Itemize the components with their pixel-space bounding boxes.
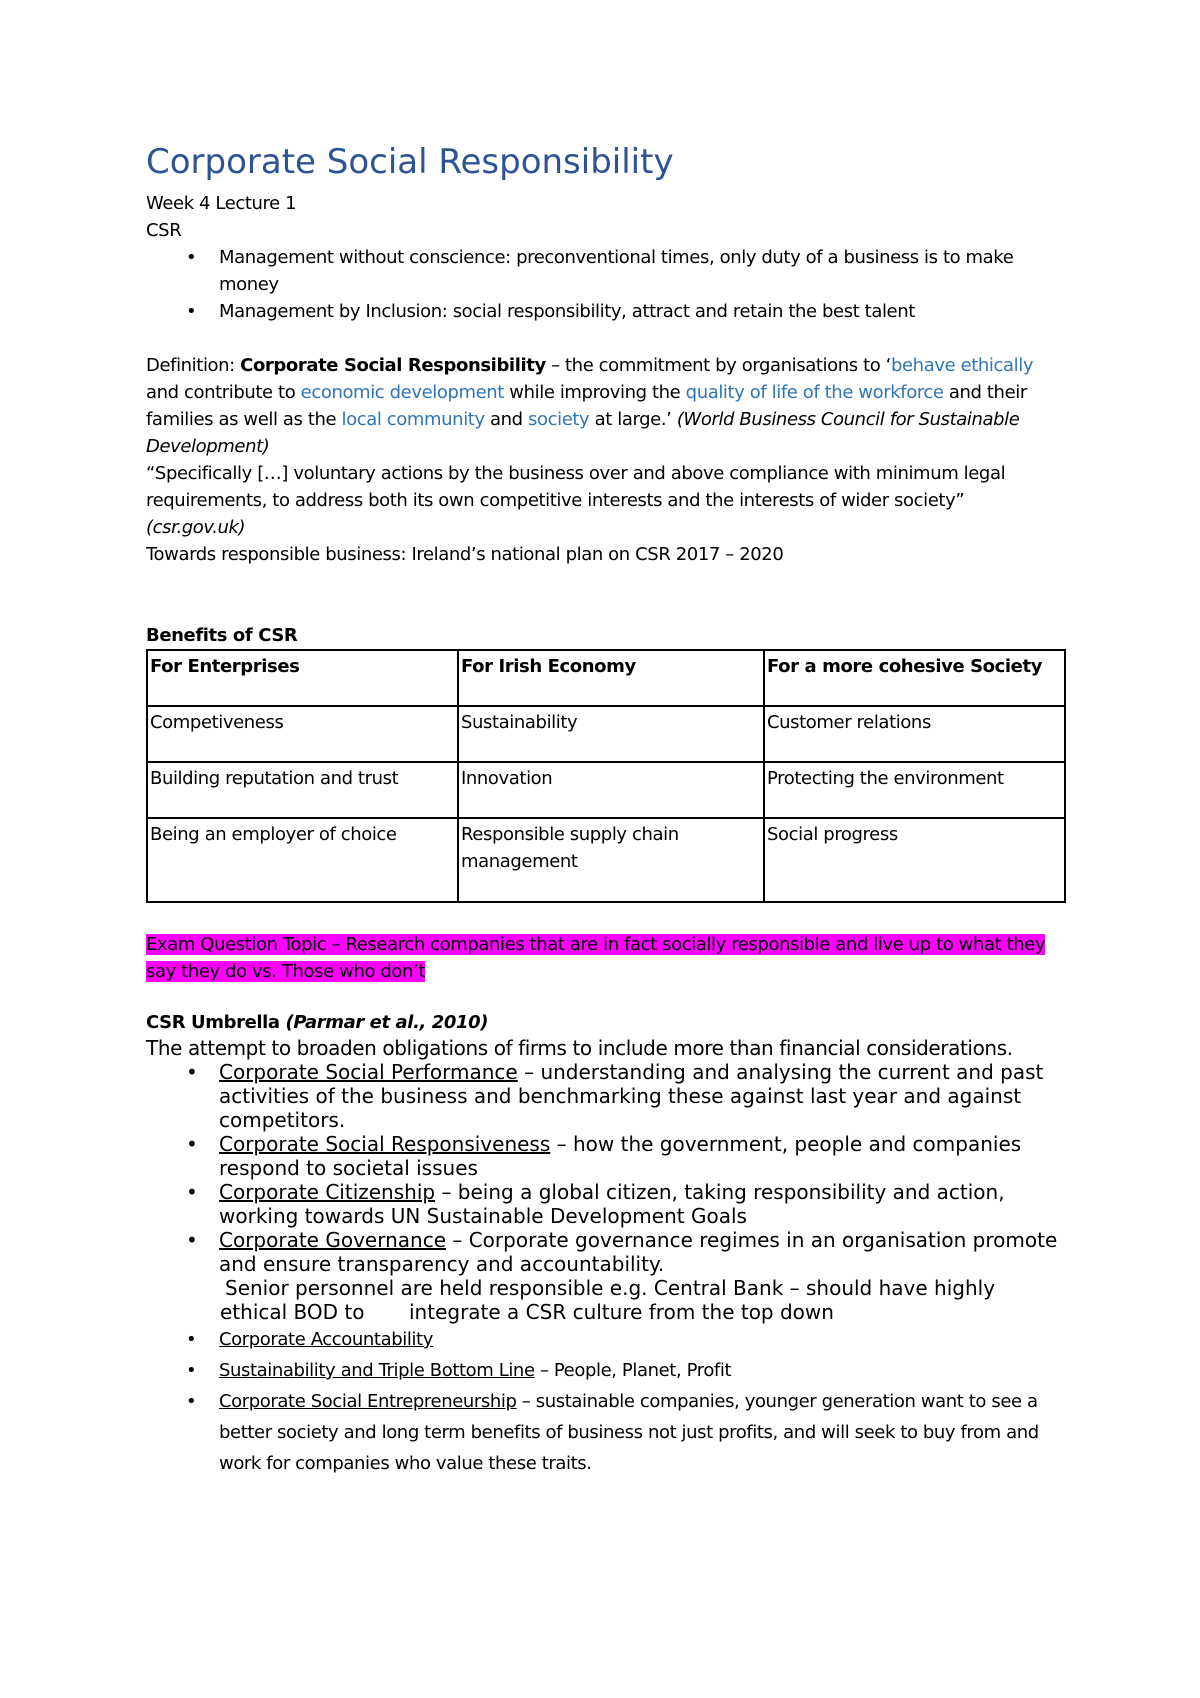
umbrella-section [146,1036,1066,1479]
item-desc: – understanding and analysing the current and past activities of the business and benchmarking these against last year and against competitors. [219,1060,1044,1132]
umbrella-list [146,1060,1066,1276]
list-item [146,1060,1066,1132]
umbrella-heading-text: CSR Umbrella [146,1012,286,1033]
table-row [147,818,1065,902]
list-item [146,1132,1066,1180]
subtitle: Week 4 Lecture 1 [146,193,297,214]
table-header-row [147,650,1065,706]
list-item [146,1324,1066,1355]
list-item [146,1386,1066,1479]
table-cell: Innovation [458,762,764,818]
benefits-heading: Benefits of CSR [146,625,298,646]
table-cell: Social progress [764,818,1065,902]
keyword: behave ethically [890,355,1034,376]
item-term: Corporate Citizenship [219,1180,436,1204]
umbrella-list-2 [146,1324,1066,1479]
table-cell: Competiveness [147,706,458,762]
quote-text: “Specifically […] voluntary actions by the business over and above compliance with minimum legal requirements, to address both its own competitive interests and the interests of wider society” [146,463,1006,511]
table-cell: Sustainability [458,706,764,762]
table-row [147,762,1065,818]
item-term: Corporate Social Entrepreneurship [219,1391,517,1412]
definition-text: and contribute to [146,382,301,403]
definition-paragraph [146,352,1066,460]
list-item [146,1228,1066,1276]
item-desc: – how the government, people and companies respond to societal issues [219,1132,1022,1180]
item-term: Corporate Governance [219,1228,446,1252]
keyword: local community [341,409,485,430]
list-item: • Management without conscience: preconventional times, only duty of a business is to make money [146,244,1066,298]
quote-source: (csr.gov.uk) [146,517,246,538]
item-desc: – sustainable companies, younger generation want to see a better society and long term benefits of business not just profits, and will seek to buy from and work for companies who value these traits. [219,1391,1039,1474]
umbrella-heading [146,1009,1066,1036]
list-item [146,1180,1066,1228]
table-header-cell: For Enterprises [147,650,458,706]
definition-label: Definition: [146,355,241,376]
keyword: economic development [300,382,504,403]
table-row [147,706,1065,762]
definition-text: at large.’ [589,409,677,430]
governance-extra: Senior personnel are held responsible e.g. Central Bank – should have highly [225,1276,996,1300]
exam-question [146,931,1066,985]
exam-question-text: Exam Question Topic – Research companies that are in fact socially responsible and live up to what they say they do vs. Those who don’t [146,934,1046,982]
definition-text: and [484,409,529,430]
item-term: Corporate Accountability [219,1329,433,1350]
intro-list [146,244,1066,325]
table-cell: Building reputation and trust [147,762,458,818]
table-cell: Protecting the environment [764,762,1065,818]
definition-source: (World Business Council for Sustainable Development) [146,409,1020,457]
item-term: Corporate Social Performance [219,1060,518,1084]
item-desc: – People, Planet, Profit [534,1360,732,1381]
document-body [146,140,1066,1479]
table-cell: Responsible supply chain management [458,818,764,902]
definition-text: while improving the [503,382,686,403]
umbrella-intro: The attempt to broaden obligations of firms to include more than financial considerations. [146,1036,1013,1060]
list-item [146,1355,1066,1386]
item-desc: – Corporate governance regimes in an organisation promote and ensure transparency and accountability. [219,1228,1058,1276]
keyword: quality of life of the workforce [685,382,944,403]
umbrella-heading-source: (Parmar et al., 2010) [285,1012,489,1033]
definition-text: – the commitment by organisations to ‘ [545,355,891,376]
table-header-cell: For Irish Economy [458,650,764,706]
table-cell: Customer relations [764,706,1065,762]
definition-term: Corporate Social Responsibility [240,355,546,376]
table-header-cell: For a more cohesive Society [764,650,1065,706]
benefits-table [146,649,1066,903]
list-item: • Management by Inclusion: social responsibility, attract and retain the best talent [146,298,1066,325]
quote-paragraph [146,460,1066,541]
item-desc: – being a global citizen, taking responsibility and action, working towards UN Sustainable Development Goals [219,1180,1005,1228]
item-term: Corporate Social Responsiveness [219,1132,551,1156]
definition-text: and their families as well as the [146,382,1027,430]
page-title: Corporate Social Responsibility [146,142,674,182]
item-term: Sustainability and Triple Bottom Line [219,1360,535,1381]
governance-extra: ethical BOD to integrate a CSR culture from the top down [220,1300,834,1324]
keyword: society [528,409,590,430]
csr-label: CSR [146,220,182,241]
plan-line: Towards responsible business: Ireland’s national plan on CSR 2017 – 2020 [146,544,784,565]
table-cell: Being an employer of choice [147,818,458,902]
